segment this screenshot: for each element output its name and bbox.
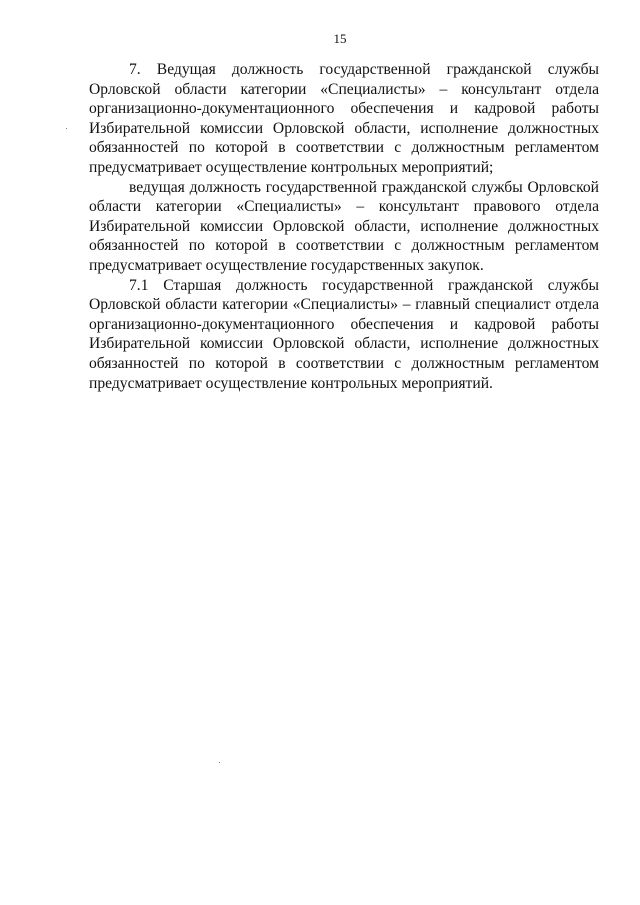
text-line: предусматривает осуществление контрольных мероприятий; [89,158,494,176]
document-body [89,60,599,393]
paragraph [89,178,599,276]
text-line: организационно-документационного обеспечения и кадровой работы [89,315,599,333]
text-line: 7. Ведущая должность государственной гражданской службы [129,61,599,78]
text-line: обязанностей по которой в соответствии с должностным регламентом [89,354,599,372]
text-line: предусматривает осуществление контрольных мероприятий. [89,374,493,392]
text-line: Избирательной комиссии Орловской области, исполнение должностных [89,119,599,137]
text-line: 7.1 Старшая должность государственной гражданской службы [129,276,599,294]
text-line: области категории «Специалисты» – консультант правового отдела [89,198,599,216]
scan-speck [66,128,67,129]
text-line: обязанностей по которой в соответствии с должностным регламентом [89,139,599,157]
text-line: обязанностей по которой в соответствии с должностным регламентом [89,237,599,255]
paragraph [89,60,599,178]
text-line: Избирательной комиссии Орловской области, исполнение должностных [89,217,599,235]
paragraph [89,276,599,394]
text-line: Орловской области категории «Специалисты» – консультант отдела [89,80,599,98]
text-line: ведущая должность государственной гражданской службы Орловской [129,178,599,196]
text-line: предусматривает осуществление государственных закупок. [89,256,484,274]
scan-speck [219,762,220,763]
text-line: организационно-документационного обеспечения и кадровой работы [89,100,599,118]
page-number: 15 [333,31,347,46]
text-line: Избирательной комиссии Орловской области, исполнение должностных [89,335,599,353]
text-line: Орловской области категории «Специалисты» – главный специалист отдела [89,296,599,314]
